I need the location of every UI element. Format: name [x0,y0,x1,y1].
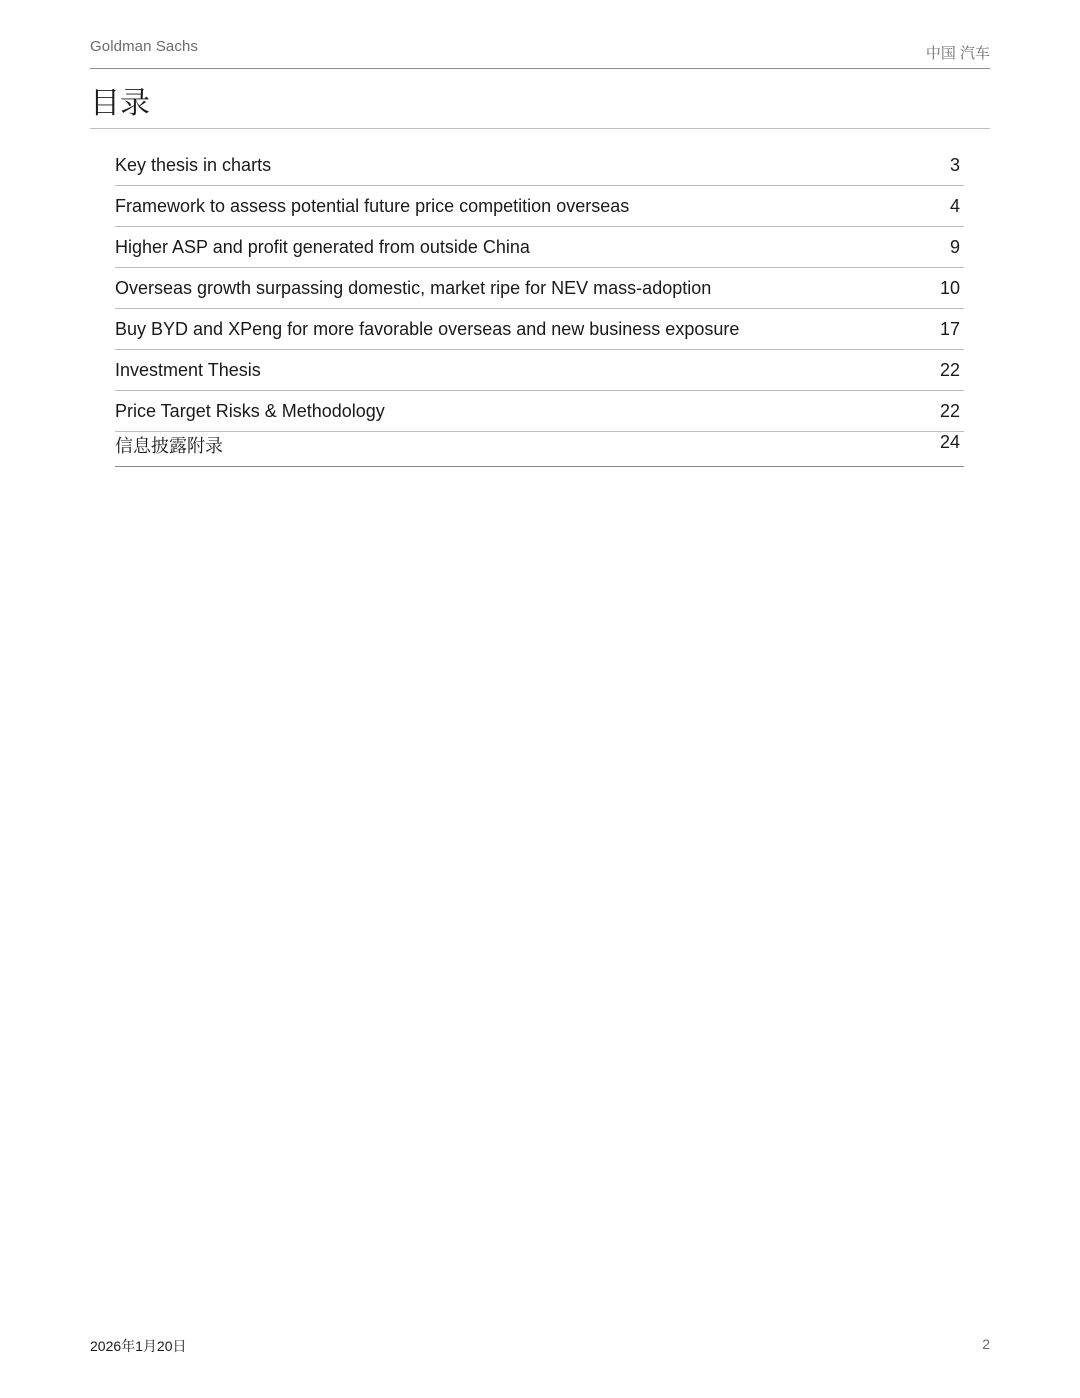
toc-item-label: Framework to assess potential future price competition overseas [115,195,630,216]
toc-item-page: 22 [939,400,960,421]
toc-item-buy-byd-xpeng[interactable] [115,309,964,350]
toc-list [115,145,964,467]
toc-item-page: 10 [939,277,960,298]
toc-title: 目录 [90,84,990,129]
toc-item-framework[interactable] [115,186,964,227]
toc-item-key-thesis[interactable] [115,145,964,186]
toc-item-label: 信息披露附录 [115,436,223,456]
toc-item-label: Investment Thesis [115,359,261,380]
toc-item-label: Key thesis in charts [115,154,272,175]
toc-item-disclosure-appendix[interactable] [115,432,964,467]
toc-item-higher-asp[interactable] [115,227,964,268]
toc-item-label: Overseas growth surpassing domestic, market ripe for NEV mass-adoption [115,277,712,298]
toc-item-label: Higher ASP and profit generated from outside China [115,236,530,257]
brand-name: Goldman Sachs [90,38,199,55]
toc-item-page: 17 [939,318,960,339]
toc-item-price-target-risks[interactable] [115,391,964,432]
toc-item-page: 9 [949,236,960,257]
toc-item-investment-thesis[interactable] [115,350,964,391]
page-header [90,36,990,69]
toc-item-page: 4 [949,195,960,216]
footer-page-number: 2 [982,1336,990,1352]
toc-item-page: 24 [939,432,960,452]
toc-item-page: 22 [939,359,960,380]
toc-item-label: Buy BYD and XPeng for more favorable overseas and new business exposure [115,318,740,339]
section-tag: 中国 汽车 [925,45,990,62]
toc-item-overseas-growth[interactable] [115,268,964,309]
footer-date: 2026年1月20日 [90,1338,187,1354]
toc-item-label: Price Target Risks & Methodology [115,400,385,421]
toc-item-page: 3 [949,154,960,175]
